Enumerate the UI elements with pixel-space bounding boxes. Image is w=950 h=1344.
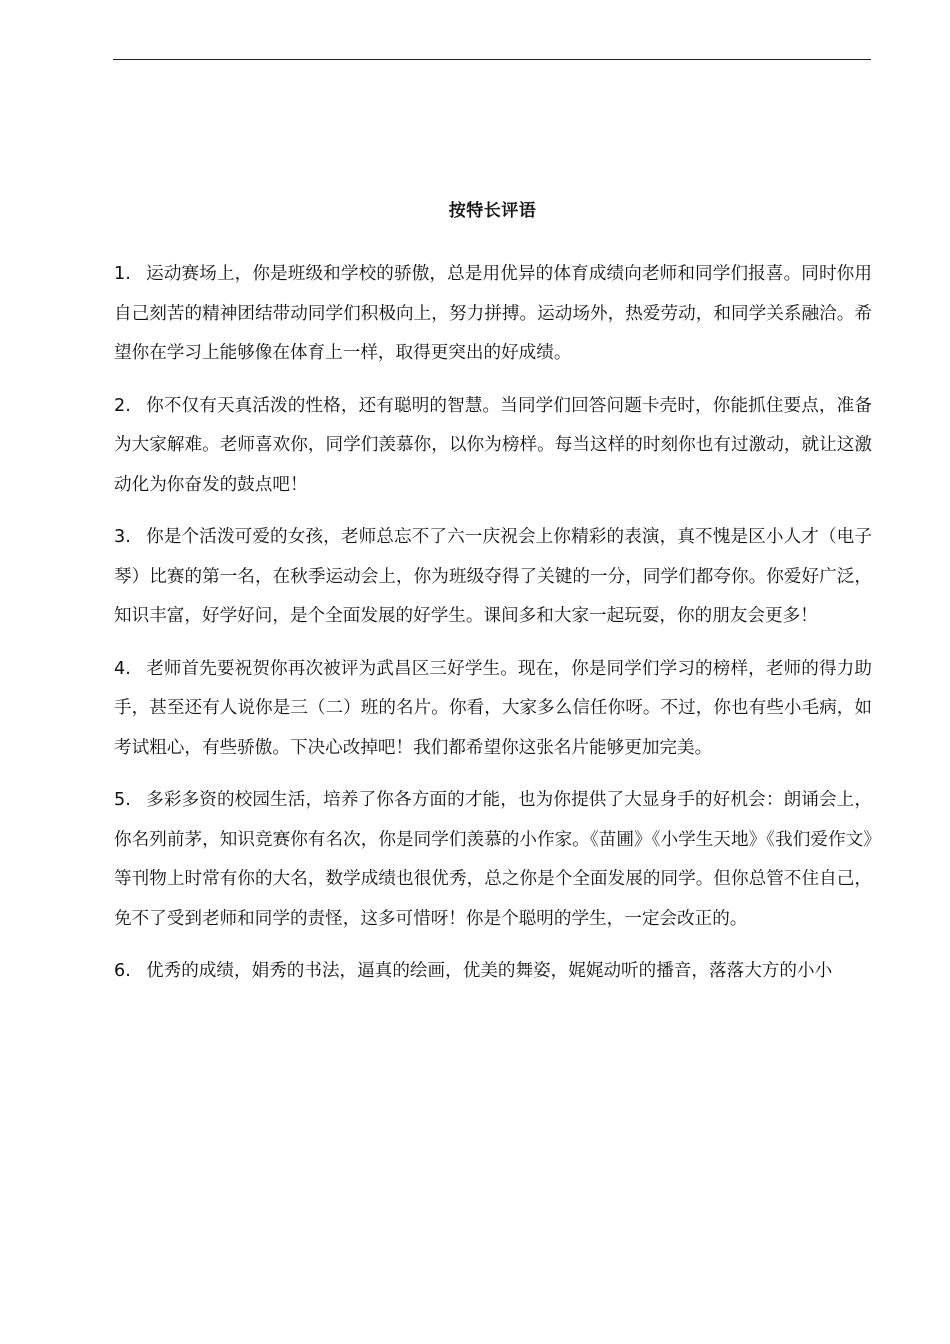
comment-item-1 xyxy=(114,255,872,374)
comment-item-5 xyxy=(114,781,872,939)
document-title: 按特长评语 xyxy=(448,201,537,221)
comment-item-3 xyxy=(114,518,872,637)
item-number: 1. xyxy=(114,264,131,284)
item-number: 5. xyxy=(114,790,131,810)
item-number: 3. xyxy=(114,527,131,547)
comment-item-6 xyxy=(114,952,872,992)
item-text: 老师首先要祝贺你再次被评为武昌区三好学生。现在，你是同学们学习的榜样，老师的得力助手，甚至还有人说你是三（二）班的名片。你看，大家多么信任你呀。不过，你也有些小毛病，如考试粗心，有些骄傲。下决心改掉吧！我们都希望你这张名片能够更加完美。 xyxy=(114,658,872,758)
item-number: 6. xyxy=(114,961,131,981)
item-number: 4. xyxy=(114,658,131,679)
item-text: 优秀的成绩，娟秀的书法，逼真的绘画，优美的舞姿，娓娓动听的播音，落落大方的小小 xyxy=(146,961,833,981)
item-text: 你是个活泼可爱的女孩，老师总忘不了六一庆祝会上你精彩的表演，真不愧是区小人才（电子琴）比赛的第一名，在秋季运动会上，你为班级夺得了关键的一分，同学们都夸你。你爱好广泛，知识丰富，好学好问，是个全面发展的好学生。课间多和大家一起玩耍，你的朋友会更多！ xyxy=(114,527,872,626)
item-text: 多彩多资的校园生活，培养了你各方面的才能，也为你提供了大显身手的好机会：朗诵会上，你名列前茅，知识竞赛你有名次，你是同学们羡慕的小作家。《苗圃》《小学生天地》《我们爱作文》等刊物上时常有你的大名，数学成绩也很优秀，总之你是个全面发展的同学。但你总管不住自己，免不了受到老师和同学的责怪，这多可惜呀！你是个聪明的学生，一定会改正的。 xyxy=(114,790,872,929)
comment-item-2 xyxy=(114,387,872,506)
item-number: 2. xyxy=(114,395,131,416)
comment-list xyxy=(114,255,872,1005)
comment-item-4 xyxy=(114,650,872,769)
item-text: 运动赛场上，你是班级和学校的骄傲，总是用优异的体育成绩向老师和同学们报喜。同时你用自己刻苦的精神团结带动同学们积极向上，努力拼搏。运动场外，热爱劳动，和同学关系融洽。希望你在学习上能够像在体育上一样，取得更突出的好成绩。 xyxy=(114,264,872,363)
header-rule xyxy=(113,59,871,60)
item-text: 你不仅有天真活泼的性格，还有聪明的智慧。当同学们回答问题卡壳时，你能抓住要点，准备为大家解难。老师喜欢你，同学们羡慕你，以你为榜样。每当这样的时刻你也有过激动，就让这激动化为你奋发的鼓点吧！ xyxy=(114,395,872,495)
